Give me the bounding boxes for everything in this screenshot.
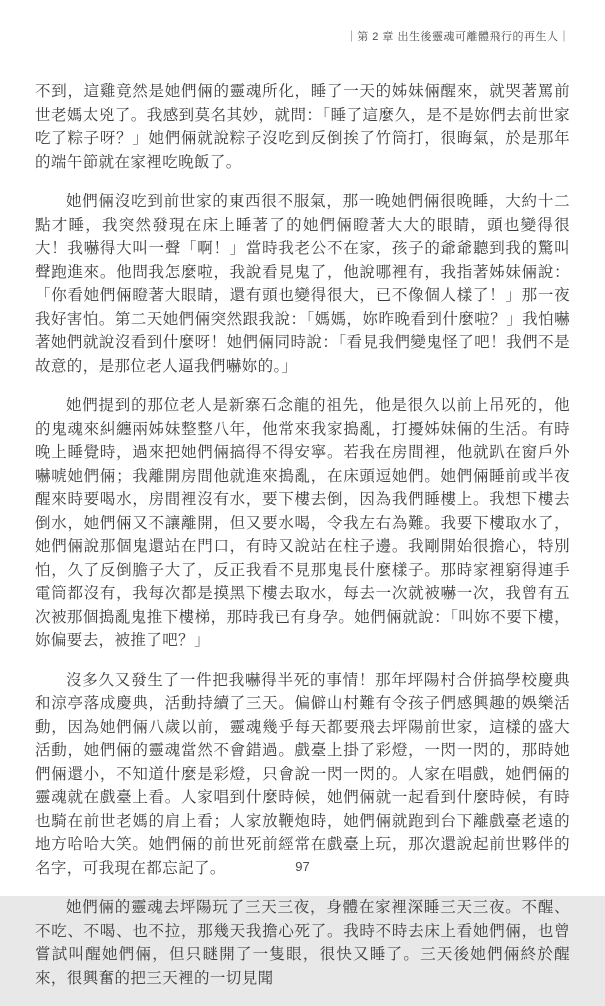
paragraph-4: 沒多久又發生了一件把我嚇得半死的事情！那年坪陽村合併搞學校慶典和涼亭落成慶典，活動持續了三天。偏僻山村難有令孩子們感興趣的娛樂活動，因為她們倆八歲以前，靈魂幾乎每天都要飛去坪陽前世家，這樣的盛大活動，她們倆的靈魂當然不會錯過。戲臺上掛了彩燈，一閃一閃的，那時她們倆還小，不知道什麼是彩燈，只會說一閃一閃的。人家在唱戲，她們倆的靈魂就在戲臺上看。人家唱到什麼時候，她們倆就一起看到什麼時候，有時也騎在前世老媽的肩上看；人家放鞭炮時，她們倆就跑到台下離戲臺老遠的地方哈哈大笑。她們倆的前世死前經常在戲臺上玩，那次還說起前世夥伴的名字，可我現在都忘記了。 bbox=[35, 671, 570, 877]
paragraph-3: 她們提到的那位老人是新寨石念龍的祖先，他是很久以前上吊死的，他的鬼魂來糾纏兩姊妹整整八年，他常來我家搗亂，打擾姊妹倆的生活。有時晚上睡覺時，過來把她們倆搞得不得安寧。若我在房間裡，他就趴在窗戶外嚇唬她們倆；我離開房間他就進來搗亂，在床頭逗她們。她們倆睡前或半夜醒來時要喝水，房間裡沒有水，要下樓去倒，因為我們睡樓上。我想下樓去倒水，她們倆又不讓離開，但又要水喝，令我左右為難。我要下樓取水了，她們倆說那個鬼還站在門口，有時又說站在柱子邊。我剛開始很擔心，特別怕，久了反倒膽子大了，反正我看不見那鬼長什麼樣子。那時家裡窮得連手電筒都沒有，我每次都是摸黑下樓去取水，每去一次就被嚇一次，我曾有五次被那個搗亂鬼推下樓梯，那時我已有身孕。她們倆就說：「叫妳不要下樓，妳偏要去，被推了吧？」 bbox=[35, 397, 570, 649]
paragraph-1: 不到，這雞竟然是她們倆的靈魂所化，睡了一天的姊妹倆醒來，就哭著罵前世老媽太兇了。我感到莫名其妙，就問：「睡了這麼久，是不是妳們去前世家吃了粽子呀？」她們倆就說粽子沒吃到反倒挨了竹筒打，很晦氣，於是那年的端午節就在家裡吃晚飯了。 bbox=[35, 83, 570, 171]
page-number: 97 bbox=[295, 859, 310, 874]
paragraph-2: 她們倆沒吃到前世家的東西很不服氣，那一晚她們倆很晚睡，大約十二點才睡，我突然發現在床上睡著了的她們倆瞪著大大的眼睛，頭也變得很大！我嚇得大叫一聲「啊！」當時我老公不在家，孩子的爺爺聽到我的驚叫聲跑進來。他問我怎麼啦，我說看見鬼了，他說哪裡有，我指著姊妹倆說：「你看她們倆瞪著大眼睛，還有頭也變得很大，已不像個人樣了！」那一夜我好害怕。第二天她們倆突然跟我說：「媽媽，妳昨晚看到什麼啦？」我怕嚇著她們就說沒看到什麼呀！她們倆同時說：「看見我們變鬼怪了吧！我們不是故意的，是那位老人逼我們嚇妳的。」 bbox=[35, 193, 570, 375]
paragraph-5: 她們倆的靈魂去坪陽玩了三天三夜，身體在家裡深睡三天三夜。不醒、不吃、不喝、也不拉，那幾天我擔心死了。我時不時去床上看她們倆，也曾嘗試叫醒她們倆，但只瞇開了一隻眼，很快又睡了。三天後她們倆終於醒來，很興奮的把三天裡的一切見聞 bbox=[35, 899, 570, 987]
running-header: ｜第 2 章 出生後靈魂可離體飛行的再生人｜ bbox=[345, 31, 570, 43]
